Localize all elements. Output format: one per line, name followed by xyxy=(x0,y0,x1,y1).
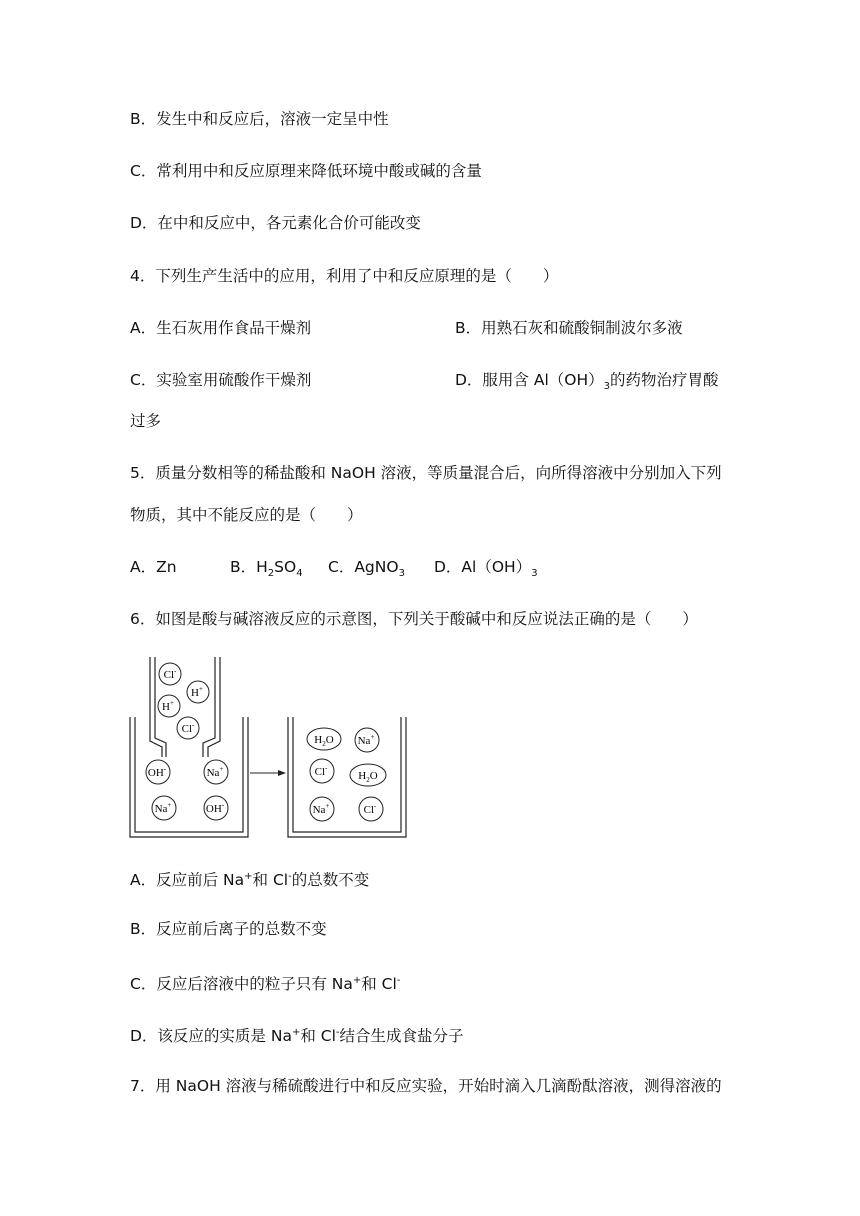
q6-option-c xyxy=(130,970,400,995)
svg-text:OH-: OH- xyxy=(147,765,167,779)
q6-option-d-sup2: - xyxy=(335,1027,340,1038)
q6-option-c-sup1: + xyxy=(352,975,362,986)
q4-option-d-post: 的药物治疗胃酸 xyxy=(610,371,719,389)
q5-option-d xyxy=(434,556,538,585)
svg-text:H2O: $H_2O$ xyxy=(358,770,378,784)
ion-h-plus xyxy=(158,695,180,717)
ion-oh-minus xyxy=(146,760,170,784)
q6-option-c-pre: C．反应后溶液中的粒子只有 Na xyxy=(130,975,353,994)
q6-option-b: B．反应前后离子的总数不变 xyxy=(130,920,327,938)
q6-option-a xyxy=(130,866,369,891)
q5-option-a: A．Zn xyxy=(130,558,177,576)
svg-text:Na+: Na+ xyxy=(312,802,330,816)
ion-na-plus xyxy=(310,797,334,821)
ion-oh-minus xyxy=(204,796,228,820)
svg-text:Cl-: Cl- xyxy=(181,721,195,735)
q5-stem-line1: 5．质量分数相等的稀盐酸和 NaOH 溶液，等质量混合后，向所得溶液中分别加入下列 xyxy=(130,464,722,482)
svg-text:Na+: Na+ xyxy=(357,733,375,747)
svg-text:H+: H+ xyxy=(191,685,203,699)
q5-option-b-mid: SO xyxy=(274,558,297,576)
q6-stem: 6．如图是酸与碱溶液反应的示意图，下列关于酸碱中和反应说法正确的是（ ） xyxy=(130,610,698,628)
ion-cl-minus xyxy=(159,663,181,685)
q6-option-a-post: 的总数不变 xyxy=(291,871,370,890)
q5-option-d-pre: D．Al（OH） xyxy=(434,558,532,576)
svg-text:Cl-: Cl- xyxy=(314,764,328,778)
q5-option-d-sub: 3 xyxy=(531,568,538,580)
q6-option-d-mid: 和 Cl xyxy=(300,1027,336,1046)
q5-option-c-sub: 3 xyxy=(398,568,405,580)
q4-option-d-sub: 3 xyxy=(603,381,611,393)
q5-option-b-sub1: 2 xyxy=(267,568,275,580)
q6-option-d-sup1: + xyxy=(291,1027,301,1038)
svg-text:Cl-: Cl- xyxy=(163,667,177,681)
q6-option-a-mid: 和 Cl xyxy=(252,871,289,890)
q7-stem: 7．用 NaOH 溶液与稀硫酸进行中和反应实验，开始时滴入几滴酚酞溶液，测得溶液的 xyxy=(130,1077,722,1095)
q5-option-b xyxy=(230,556,303,585)
q4-option-d-wrap: 过多 xyxy=(130,412,162,430)
svg-text:Na+: Na+ xyxy=(154,801,172,815)
q4-stem: 4．下列生产生活中的应用，利用了中和反应原理的是（ ） xyxy=(130,267,559,285)
q6-option-c-mid: 和 Cl xyxy=(361,975,397,994)
q3-option-d: D．在中和反应中，各元素化合价可能改变 xyxy=(130,214,421,232)
svg-text:Na+: Na+ xyxy=(206,765,224,779)
q4-option-d-pre: D．服用含 Al（OH） xyxy=(455,371,604,389)
q6-option-d xyxy=(130,1022,464,1047)
q3-option-c: C．常利用中和反应原理来降低环境中酸或碱的含量 xyxy=(130,162,482,180)
q6-option-d-post: 结合生成食盐分子 xyxy=(339,1027,464,1046)
svg-text:OH-: OH- xyxy=(205,801,225,815)
ion-cl-minus xyxy=(177,717,199,739)
q5-option-b-sub2: 4 xyxy=(296,568,303,580)
q4-option-d xyxy=(455,369,719,398)
q4-option-b: B．用熟石灰和硫酸铜制波尔多液 xyxy=(455,319,683,337)
molecule-h2o xyxy=(350,764,386,786)
ion-na-plus xyxy=(152,796,176,820)
q3-option-b: B．发生中和反应后，溶液一定呈中性 xyxy=(130,110,389,128)
q5-option-b-pre: B．H xyxy=(230,558,268,576)
svg-text:H+: H+ xyxy=(162,699,174,713)
q6-option-c-sup2: - xyxy=(396,975,401,986)
reaction-arrow xyxy=(250,770,286,776)
ion-na-plus xyxy=(204,760,228,784)
q5-stem-line2: 物质，其中不能反应的是（ ） xyxy=(130,506,363,524)
molecule-h2o xyxy=(307,728,341,750)
q5-option-c-pre: C．AgNO xyxy=(328,558,399,576)
ion-h-plus xyxy=(187,681,209,703)
right-beaker xyxy=(288,717,406,837)
ion-cl-minus xyxy=(310,759,334,783)
q6-option-a-sup2: - xyxy=(288,871,292,882)
q6-option-d-pre: D．该反应的实质是 Na xyxy=(130,1027,292,1046)
q6-option-a-pre: A．反应前后 Na xyxy=(130,871,245,890)
ion-cl-minus xyxy=(359,797,383,821)
q4-option-a: A．生石灰用作食品干燥剂 xyxy=(130,319,312,337)
svg-text:Cl-: Cl- xyxy=(363,802,377,816)
q5-option-c xyxy=(328,556,405,585)
q6-option-a-sup1: + xyxy=(244,871,253,882)
acid-base-reaction-diagram xyxy=(128,655,418,845)
q4-option-c: C．实验室用硫酸作干燥剂 xyxy=(130,371,312,389)
ion-na-plus xyxy=(355,728,379,752)
svg-text:H2O: $H_2O$ xyxy=(314,734,334,748)
